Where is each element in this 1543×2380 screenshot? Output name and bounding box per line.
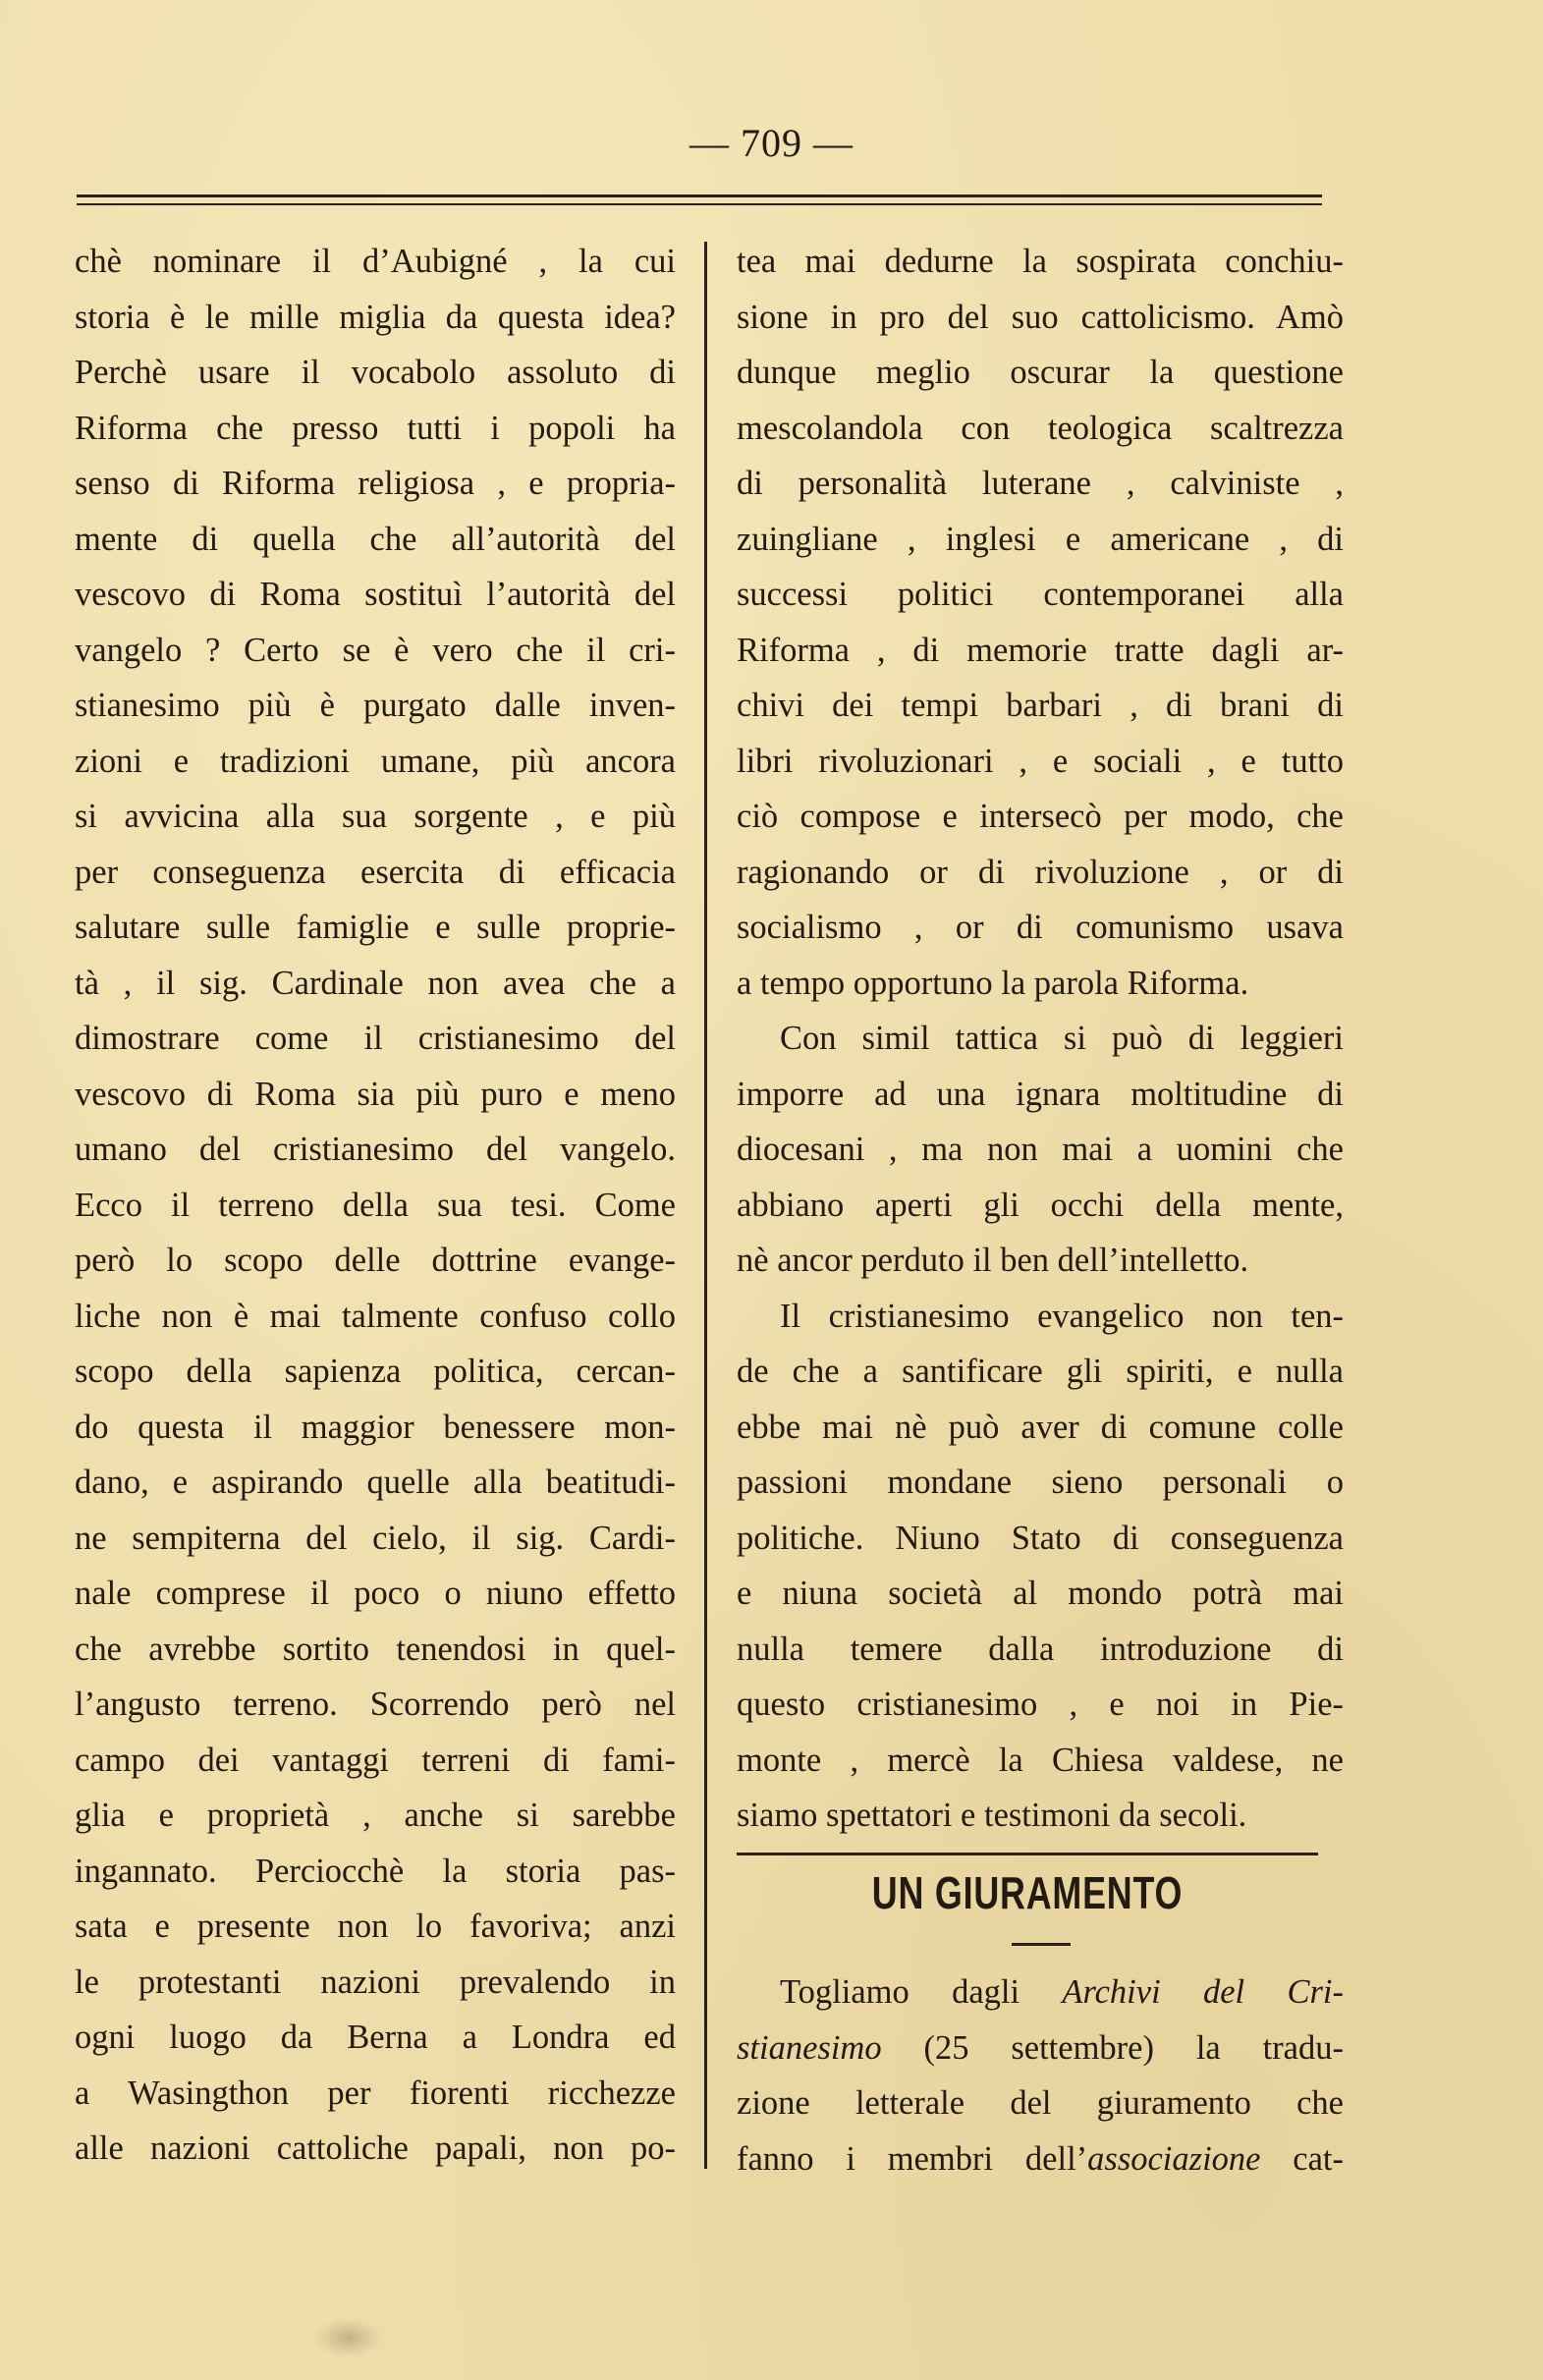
text-line: glia e proprietà , anche si sarebbe <box>75 1797 676 1834</box>
text-line: ogni luogo da Berna a Londra ed <box>75 2019 676 2056</box>
text-line: Ecco il terreno della sua tesi. Come <box>75 1186 676 1224</box>
text-line: diocesani , ma non mai a uomini che <box>737 1131 1344 1168</box>
text-line: le protestanti nazioni prevalendo in <box>75 1963 676 2001</box>
text-line: zione letterale del giuramento che <box>737 2084 1344 2122</box>
text-line: passioni mondane sieno personali o <box>737 1464 1344 1501</box>
text-line: Perchè usare il vocabolo assoluto di <box>75 354 676 391</box>
title-dash <box>1012 1943 1071 1946</box>
text-line: abbiano aperti gli occhi della mente, <box>737 1186 1344 1224</box>
text-line: salutare sulle famiglie e sulle proprie- <box>75 909 676 946</box>
text-line: sione in pro del suo cattolicismo. Amò <box>737 298 1344 336</box>
text-line: nè ancor perduto il ben dell’intelletto. <box>737 1242 1249 1279</box>
text-line: alle nazioni cattoliche papali, non po- <box>75 2130 676 2167</box>
text-line: ebbe mai nè può aver di comune colle <box>737 1408 1344 1446</box>
text-line: monte , mercè la Chiesa valdese, ne <box>737 1741 1344 1779</box>
right-column-section <box>737 1965 1344 2186</box>
text-line: stianesimo (25 settembre) la tradu- <box>737 2028 1344 2067</box>
text-line: nulla temere dalla introduzione di <box>737 1630 1344 1668</box>
text-line: fanno i membri dell’associazione cat- <box>737 2139 1344 2178</box>
text-line: do questa il maggior benessere mon- <box>75 1408 676 1446</box>
text-line: a tempo opportuno la parola Riforma. <box>737 964 1249 1002</box>
text-line: Con simil tattica si può di leggieri <box>780 1020 1344 1057</box>
text-line: dunque meglio oscurar la questione <box>737 354 1344 391</box>
page-number: — 709 — <box>689 121 854 165</box>
text-line: siamo spettatori e testimoni da secoli. <box>737 1797 1247 1834</box>
column-divider <box>704 242 707 2169</box>
text-line: successi politici contemporanei alla <box>737 576 1344 613</box>
text-line: vangelo ? Certo se è vero che il cri- <box>75 631 676 669</box>
text-line: l’angusto terreno. Scorrendo però nel <box>75 1686 676 1723</box>
text-line: per conseguenza esercita di efficacia <box>75 853 676 891</box>
text-line: chivi dei tempi barbari , di brani di <box>737 687 1344 724</box>
text-line: dano, e aspirando quelle alla beatitudi- <box>75 1464 676 1501</box>
text-line: questo cristianesimo , e noi in Pie- <box>737 1686 1344 1723</box>
text-line: si avvicina alla sua sorgente , e più <box>75 798 676 835</box>
text-line: e niuna società al mondo potrà mai <box>737 1575 1344 1612</box>
left-column <box>75 234 676 2177</box>
text-line: imporre ad una ignara moltitudine di <box>737 1075 1344 1113</box>
text-line: vescovo di Roma sia più puro e meno <box>75 1075 676 1113</box>
text-line: sata e presente non lo favoriva; anzi <box>75 1908 676 1945</box>
text-line: ingannato. Perciocchè la storia pas- <box>75 1852 676 1890</box>
text-line: a Wasingthon per fiorenti ricchezze <box>75 2074 676 2112</box>
text-line: dimostrare come il cristianesimo del <box>75 1020 676 1057</box>
text-line: di personalità luterane , calviniste , <box>737 465 1344 502</box>
paper-smudge <box>314 2318 383 2357</box>
text-line: mente di quella che all’autorità del <box>75 520 676 558</box>
text-line: scopo della sapienza politica, cercan- <box>75 1353 676 1390</box>
text-line: nale comprese il poco o niuno effetto <box>75 1575 676 1612</box>
text-line: ne sempiterna del cielo, il sig. Cardi- <box>75 1519 676 1557</box>
text-line: senso di Riforma religiosa , e propria- <box>75 465 676 502</box>
text-line: ciò compose e intersecò per modo, che <box>737 798 1344 835</box>
section-title: UN GIURAMENTO <box>871 1867 1184 1918</box>
text-line: socialismo , or di comunismo usava <box>737 909 1344 946</box>
text-line: mescolandola con teologica scaltrezza <box>737 409 1344 447</box>
text-line: tea mai dedurne la sospirata conchiu- <box>737 243 1344 280</box>
text-line: però lo scopo delle dottrine evange- <box>75 1242 676 1279</box>
text-line: campo dei vantaggi terreni di fami- <box>75 1741 676 1779</box>
text-line: Il cristianesimo evangelico non ten- <box>780 1297 1344 1335</box>
text-line: che avrebbe sortito tenendosi in quel- <box>75 1630 676 1668</box>
text-line: Riforma che presso tutti i popoli ha <box>75 409 676 447</box>
text-line: Riforma , di memorie tratte dagli ar- <box>737 631 1344 669</box>
text-line: chè nominare il d’Aubigné , la cui <box>75 243 676 280</box>
text-line: zuingliane , inglesi e americane , di <box>737 520 1344 558</box>
text-line: liche non è mai talmente confuso collo <box>75 1297 676 1335</box>
text-line: Togliamo dagli Archivi del Cri- <box>780 1973 1344 2011</box>
header-rule <box>77 194 1322 205</box>
text-line: vescovo di Roma sostituì l’autorità del <box>75 576 676 613</box>
text-line: tà , il sig. Cardinale non avea che a <box>75 964 676 1002</box>
text-line: umano del cristianesimo del vangelo. <box>75 1131 676 1168</box>
text-line: libri rivoluzionari , e sociali , e tutto <box>737 742 1344 780</box>
text-line: stianesimo più è purgato dalle inven- <box>75 687 676 724</box>
right-column <box>737 234 1344 1844</box>
text-line: de che a santificare gli spiriti, e nulla <box>737 1353 1344 1390</box>
section-rule <box>737 1853 1318 1855</box>
text-line: storia è le mille miglia da questa idea? <box>75 298 676 336</box>
text-line: zioni e tradizioni umane, più ancora <box>75 742 676 780</box>
text-line: ragionando or di rivoluzione , or di <box>737 853 1344 891</box>
text-line: politiche. Niuno Stato di conseguenza <box>737 1519 1344 1557</box>
